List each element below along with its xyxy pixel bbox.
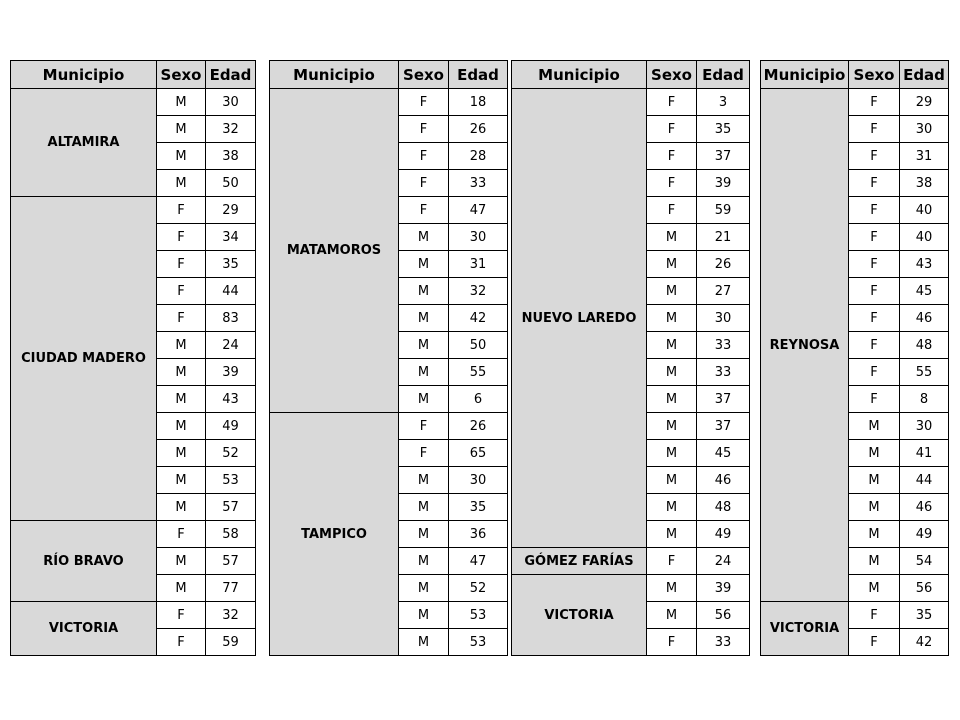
sexo-cell: M xyxy=(157,467,206,494)
edad-cell: 46 xyxy=(900,305,949,332)
header-sexo: Sexo xyxy=(157,61,206,89)
sexo-cell: F xyxy=(399,89,449,116)
edad-cell: 30 xyxy=(697,305,750,332)
sexo-cell: F xyxy=(849,332,900,359)
edad-cell: 33 xyxy=(449,170,508,197)
sexo-cell: F xyxy=(849,170,900,197)
edad-cell: 41 xyxy=(900,440,949,467)
sexo-cell: M xyxy=(157,413,206,440)
edad-cell: 35 xyxy=(900,602,949,629)
edad-cell: 37 xyxy=(697,143,750,170)
edad-cell: 43 xyxy=(206,386,256,413)
sexo-cell: M xyxy=(399,332,449,359)
edad-cell: 50 xyxy=(449,332,508,359)
sexo-cell: F xyxy=(647,170,697,197)
sexo-cell: F xyxy=(647,143,697,170)
table-2 xyxy=(269,60,508,656)
edad-cell: 37 xyxy=(697,413,750,440)
edad-cell: 44 xyxy=(900,467,949,494)
edad-cell: 77 xyxy=(206,575,256,602)
sexo-cell: F xyxy=(647,629,697,656)
edad-cell: 83 xyxy=(206,305,256,332)
table-row xyxy=(761,89,949,116)
table-row xyxy=(11,521,256,548)
edad-cell: 30 xyxy=(206,89,256,116)
municipio-cell: ALTAMIRA xyxy=(11,89,157,197)
edad-cell: 35 xyxy=(206,251,256,278)
edad-cell: 50 xyxy=(206,170,256,197)
sexo-cell: F xyxy=(399,440,449,467)
header-municipio: Municipio xyxy=(11,61,157,89)
sexo-cell: F xyxy=(849,116,900,143)
sexo-cell: F xyxy=(399,413,449,440)
header-municipio: Municipio xyxy=(512,61,647,89)
edad-cell: 30 xyxy=(900,116,949,143)
sexo-cell: M xyxy=(157,143,206,170)
edad-cell: 31 xyxy=(900,143,949,170)
sexo-cell: M xyxy=(849,521,900,548)
edad-cell: 32 xyxy=(449,278,508,305)
edad-cell: 35 xyxy=(697,116,750,143)
sexo-cell: F xyxy=(157,251,206,278)
edad-cell: 56 xyxy=(900,575,949,602)
sexo-cell: M xyxy=(849,575,900,602)
sexo-cell: M xyxy=(157,116,206,143)
sexo-cell: F xyxy=(647,116,697,143)
edad-cell: 32 xyxy=(206,116,256,143)
header-row xyxy=(270,61,508,89)
municipio-cell: REYNOSA xyxy=(761,89,849,602)
edad-cell: 57 xyxy=(206,548,256,575)
sexo-cell: F xyxy=(849,278,900,305)
edad-cell: 39 xyxy=(206,359,256,386)
sexo-cell: F xyxy=(399,170,449,197)
edad-cell: 35 xyxy=(449,494,508,521)
edad-cell: 34 xyxy=(206,224,256,251)
edad-cell: 8 xyxy=(900,386,949,413)
municipio-cell: VICTORIA xyxy=(11,602,157,656)
table-row xyxy=(512,89,750,116)
sexo-cell: M xyxy=(647,494,697,521)
municipio-cell: GÓMEZ FARÍAS xyxy=(512,548,647,575)
municipio-cell: RÍO BRAVO xyxy=(11,521,157,602)
sexo-cell: F xyxy=(157,305,206,332)
table-row xyxy=(11,602,256,629)
table-row xyxy=(11,89,256,116)
sexo-cell: F xyxy=(157,629,206,656)
sexo-cell: M xyxy=(647,359,697,386)
edad-cell: 55 xyxy=(900,359,949,386)
edad-cell: 46 xyxy=(900,494,949,521)
table-1 xyxy=(10,60,256,656)
sexo-cell: M xyxy=(647,278,697,305)
edad-cell: 55 xyxy=(449,359,508,386)
sexo-cell: F xyxy=(849,386,900,413)
edad-cell: 42 xyxy=(449,305,508,332)
sexo-cell: F xyxy=(399,197,449,224)
table-4 xyxy=(760,60,949,656)
edad-cell: 52 xyxy=(449,575,508,602)
edad-cell: 52 xyxy=(206,440,256,467)
edad-cell: 38 xyxy=(900,170,949,197)
edad-cell: 24 xyxy=(206,332,256,359)
sexo-cell: M xyxy=(647,305,697,332)
header-edad: Edad xyxy=(900,61,949,89)
table-3 xyxy=(511,60,750,656)
edad-cell: 53 xyxy=(206,467,256,494)
edad-cell: 53 xyxy=(449,629,508,656)
sexo-cell: M xyxy=(399,575,449,602)
table-row xyxy=(270,89,508,116)
sexo-cell: M xyxy=(647,602,697,629)
sexo-cell: F xyxy=(157,278,206,305)
sexo-cell: M xyxy=(647,224,697,251)
sexo-cell: M xyxy=(849,440,900,467)
header-municipio: Municipio xyxy=(761,61,849,89)
edad-cell: 44 xyxy=(206,278,256,305)
edad-cell: 39 xyxy=(697,170,750,197)
edad-cell: 49 xyxy=(206,413,256,440)
edad-cell: 59 xyxy=(697,197,750,224)
sexo-cell: F xyxy=(849,224,900,251)
edad-cell: 48 xyxy=(697,494,750,521)
sexo-cell: M xyxy=(157,548,206,575)
sexo-cell: M xyxy=(849,494,900,521)
edad-cell: 30 xyxy=(900,413,949,440)
sexo-cell: M xyxy=(399,467,449,494)
sexo-cell: M xyxy=(157,89,206,116)
municipio-cell: CIUDAD MADERO xyxy=(11,197,157,521)
municipio-cell: TAMPICO xyxy=(270,413,399,656)
edad-cell: 18 xyxy=(449,89,508,116)
sexo-cell: M xyxy=(849,413,900,440)
sexo-cell: M xyxy=(849,467,900,494)
municipio-cell: MATAMOROS xyxy=(270,89,399,413)
edad-cell: 6 xyxy=(449,386,508,413)
sexo-cell: F xyxy=(849,89,900,116)
edad-cell: 21 xyxy=(697,224,750,251)
edad-cell: 26 xyxy=(449,116,508,143)
sexo-cell: F xyxy=(849,251,900,278)
edad-cell: 53 xyxy=(449,602,508,629)
sexo-cell: M xyxy=(399,224,449,251)
edad-cell: 42 xyxy=(900,629,949,656)
sexo-cell: M xyxy=(647,467,697,494)
sexo-cell: M xyxy=(399,548,449,575)
header-row xyxy=(761,61,949,89)
edad-cell: 47 xyxy=(449,548,508,575)
edad-cell: 26 xyxy=(697,251,750,278)
sexo-cell: F xyxy=(849,305,900,332)
edad-cell: 58 xyxy=(206,521,256,548)
sexo-cell: F xyxy=(647,197,697,224)
header-edad: Edad xyxy=(206,61,256,89)
edad-cell: 40 xyxy=(900,224,949,251)
sexo-cell: M xyxy=(849,548,900,575)
sexo-cell: F xyxy=(849,629,900,656)
sexo-cell: M xyxy=(647,251,697,278)
sexo-cell: M xyxy=(647,521,697,548)
sexo-cell: M xyxy=(399,305,449,332)
sexo-cell: M xyxy=(647,413,697,440)
sexo-cell: M xyxy=(399,251,449,278)
header-sexo: Sexo xyxy=(399,61,449,89)
edad-cell: 48 xyxy=(900,332,949,359)
edad-cell: 45 xyxy=(900,278,949,305)
municipio-cell: VICTORIA xyxy=(512,575,647,656)
edad-cell: 46 xyxy=(697,467,750,494)
sexo-cell: M xyxy=(157,575,206,602)
edad-cell: 29 xyxy=(206,197,256,224)
edad-cell: 36 xyxy=(449,521,508,548)
edad-cell: 56 xyxy=(697,602,750,629)
header-edad: Edad xyxy=(697,61,750,89)
edad-cell: 37 xyxy=(697,386,750,413)
edad-cell: 3 xyxy=(697,89,750,116)
header-sexo: Sexo xyxy=(647,61,697,89)
header-municipio: Municipio xyxy=(270,61,399,89)
sexo-cell: M xyxy=(157,359,206,386)
edad-cell: 49 xyxy=(697,521,750,548)
edad-cell: 32 xyxy=(206,602,256,629)
sexo-cell: F xyxy=(399,116,449,143)
sexo-cell: M xyxy=(157,494,206,521)
sexo-cell: M xyxy=(647,332,697,359)
edad-cell: 33 xyxy=(697,359,750,386)
sexo-cell: F xyxy=(849,197,900,224)
municipio-cell: NUEVO LAREDO xyxy=(512,89,647,548)
edad-cell: 28 xyxy=(449,143,508,170)
sexo-cell: M xyxy=(399,629,449,656)
edad-cell: 47 xyxy=(449,197,508,224)
edad-cell: 45 xyxy=(697,440,750,467)
header-row xyxy=(512,61,750,89)
sexo-cell: M xyxy=(399,386,449,413)
edad-cell: 27 xyxy=(697,278,750,305)
table-row xyxy=(11,197,256,224)
header-sexo: Sexo xyxy=(849,61,900,89)
header-edad: Edad xyxy=(449,61,508,89)
edad-cell: 40 xyxy=(900,197,949,224)
sexo-cell: F xyxy=(647,89,697,116)
sexo-cell: F xyxy=(157,197,206,224)
municipio-cell: VICTORIA xyxy=(761,602,849,656)
table-row xyxy=(270,413,508,440)
sexo-cell: M xyxy=(399,494,449,521)
edad-cell: 33 xyxy=(697,332,750,359)
edad-cell: 54 xyxy=(900,548,949,575)
sexo-cell: M xyxy=(399,602,449,629)
edad-cell: 30 xyxy=(449,467,508,494)
table-row xyxy=(512,575,750,602)
edad-cell: 24 xyxy=(697,548,750,575)
sexo-cell: F xyxy=(849,359,900,386)
sexo-cell: M xyxy=(157,386,206,413)
edad-cell: 26 xyxy=(449,413,508,440)
table-row xyxy=(761,602,949,629)
sexo-cell: M xyxy=(647,386,697,413)
sexo-cell: F xyxy=(849,143,900,170)
edad-cell: 38 xyxy=(206,143,256,170)
edad-cell: 29 xyxy=(900,89,949,116)
sexo-cell: M xyxy=(399,359,449,386)
sexo-cell: M xyxy=(157,440,206,467)
sexo-cell: F xyxy=(157,521,206,548)
sexo-cell: M xyxy=(647,575,697,602)
sexo-cell: M xyxy=(157,170,206,197)
table-row xyxy=(512,548,750,575)
sexo-cell: F xyxy=(849,602,900,629)
sexo-cell: M xyxy=(157,332,206,359)
sexo-cell: F xyxy=(157,224,206,251)
edad-cell: 33 xyxy=(697,629,750,656)
edad-cell: 57 xyxy=(206,494,256,521)
sexo-cell: M xyxy=(399,278,449,305)
sexo-cell: F xyxy=(157,602,206,629)
sexo-cell: M xyxy=(399,521,449,548)
edad-cell: 39 xyxy=(697,575,750,602)
sexo-cell: F xyxy=(647,548,697,575)
edad-cell: 65 xyxy=(449,440,508,467)
edad-cell: 30 xyxy=(449,224,508,251)
edad-cell: 43 xyxy=(900,251,949,278)
edad-cell: 49 xyxy=(900,521,949,548)
sexo-cell: F xyxy=(399,143,449,170)
header-row xyxy=(11,61,256,89)
sexo-cell: M xyxy=(647,440,697,467)
edad-cell: 31 xyxy=(449,251,508,278)
edad-cell: 59 xyxy=(206,629,256,656)
